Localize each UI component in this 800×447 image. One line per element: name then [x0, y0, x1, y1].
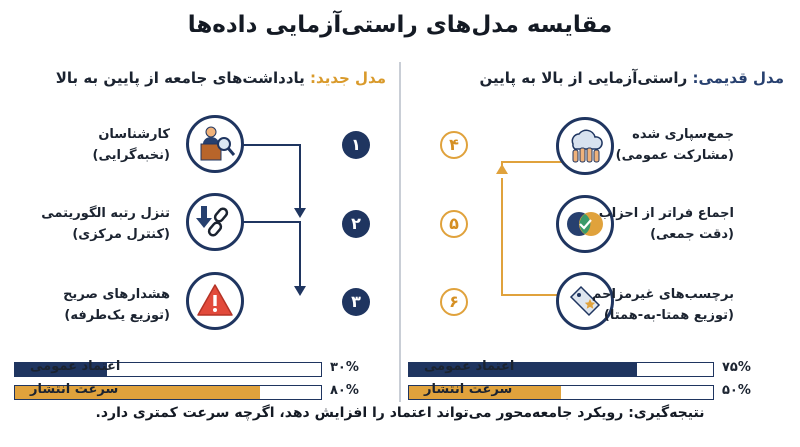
step-number-5: ۵	[440, 210, 468, 238]
old-item-warnings-subtitle: (توزیع یک‌طرفه)	[64, 308, 170, 323]
new-model-tag: مدل جدید:	[310, 69, 386, 87]
old-item-warnings	[20, 284, 170, 326]
warning-triangle-icon	[186, 272, 244, 330]
new-item-crowdsourced	[584, 124, 734, 166]
old-model-heading: راستی‌آزمایی از بالا به پایین	[479, 69, 688, 87]
conclusion-text: نتیجه‌گیری: رویکرد جامعه‌محور می‌تواند اعتماد را افزایش دهد، اگرچه سرعت کمتری دارد.	[95, 405, 705, 421]
old-item-demotion-title: تنزل رتبه الگوریتمی	[41, 206, 170, 221]
step-number-3: ۳	[342, 288, 370, 316]
new-item-consensus-title: اجماع فراتر از احزاب	[598, 206, 734, 221]
new-model-heading: یادداشت‌های جامعه از پایین به بالا	[55, 69, 305, 87]
new-trust-label: اعتماد عمومی	[424, 359, 515, 374]
new-item-crowdsourced-subtitle: (مشارکت عمومی)	[615, 148, 734, 163]
new-item-labels-subtitle: (توزیع همتا-به-همتا)	[603, 308, 734, 323]
old-item-experts	[20, 124, 170, 166]
old-item-demotion	[20, 203, 170, 245]
step-number-2: ۲	[342, 210, 370, 238]
new-item-labels-title: برچسب‌های غیرمزاحم	[591, 287, 734, 302]
old-trust-percent: ۳۰%	[330, 360, 359, 375]
center-divider	[399, 62, 401, 402]
new-item-consensus-subtitle: (دقت جمعی)	[650, 227, 734, 242]
page-title: مقایسه مدل‌های راستی‌آزمایی داده‌ها	[187, 12, 613, 38]
new-speed-label: سرعت انتشار	[424, 382, 513, 397]
step-number-1: ۱	[342, 131, 370, 159]
old-trust-label: اعتماد عمومی	[30, 359, 121, 374]
new-model-header	[56, 69, 386, 87]
expert-podium-magnifier-icon	[186, 115, 244, 173]
old-model-header	[480, 69, 784, 87]
new-trust-percent: ۷۵%	[722, 360, 751, 375]
new-speed-percent: ۵۰%	[722, 383, 751, 398]
old-speed-percent: ۸۰%	[330, 383, 359, 398]
old-speed-label: سرعت انتشار	[30, 382, 119, 397]
old-item-experts-subtitle: (نخبه‌گرایی)	[92, 148, 170, 163]
step-number-6: ۶	[440, 288, 468, 316]
old-item-demotion-subtitle: (کنترل مرکزی)	[72, 227, 170, 242]
old-item-experts-title: کارشناسان	[98, 127, 170, 142]
old-item-warnings-title: هشدارهای صریح	[63, 287, 170, 302]
new-item-crowdsourced-title: جمع‌سپاری شده	[632, 127, 734, 142]
down-arrow-broken-link-icon	[186, 193, 244, 251]
new-item-labels	[584, 284, 734, 326]
new-item-consensus	[584, 203, 734, 245]
old-model-tag: مدل قدیمی:	[692, 69, 784, 87]
step-number-4: ۴	[440, 131, 468, 159]
